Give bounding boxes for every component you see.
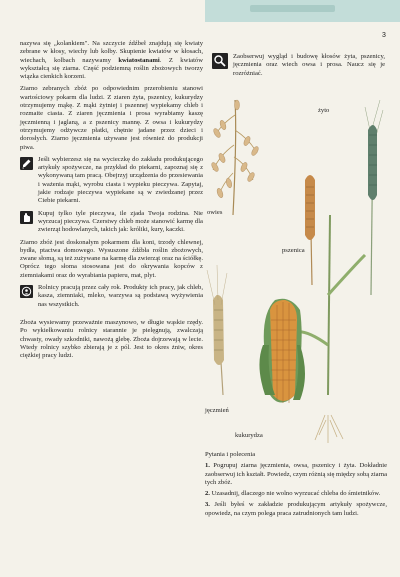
paragraph-pieczywo [20, 210, 203, 235]
wheat-plant-drawing [305, 175, 315, 285]
question-number: 1. [205, 462, 210, 470]
header-ornament [250, 5, 335, 12]
question-item [205, 490, 387, 498]
observe-instruction: Zaobserwuj wygląd i budowę kłosów żyta, pszenicy, jęczmienia oraz wiech owsa i prosa. Naucz się je rozróżniać. [233, 53, 385, 77]
label-kukurydza: kukurydza [235, 432, 263, 439]
paragraph-slome: Ziarno zbóż jest doskonałym pokarmem dla koni, trzody chlewnej, bydła, ptactwa domowego. Wysuszone źdźbła roślin zbożowych, zwane słomą, są też zużywane na karmę dla zwierząt oraz na ściółkę. Oprócz tego słoma stosowana jest do okrywania kopców z ziemniakami oraz do wyrabiania papieru, mat, plyt. [20, 238, 203, 279]
question-item [205, 501, 387, 518]
question-number: 2. [205, 490, 210, 498]
questions-title: Pytania i polecenia [205, 451, 256, 458]
paragraph-zniwa: Zboża wysiewamy przeważnie maszynowo, w długie wąskie rzędy. Po wykiełkowaniu rolnicy starannie je pielęgnują, zwalczają chwasty, owady szkodniki, nawożą glebę. Zboża dojrzewają w lecie. Wtedy rolnicy szybko zbierają je z pól. Jest to okres żniw, okres ciężkiej pracy ludzi. [20, 318, 203, 360]
label-jeczmien: jęczmień [205, 407, 229, 414]
p4-text: Kupuj tylko tyle pieczywa, ile zjada Twoja rodzina. Nie wyrzucaj pieczywa. Czerstwy chleb może stanowić karmę dla zwierząt hodowlanych, takich jak: króliki, kury, kaczki. [38, 209, 203, 234]
label-owies: owies [207, 209, 223, 216]
hand-icon [20, 211, 33, 224]
header-band [205, 0, 400, 22]
label-zyto: żyto [318, 107, 330, 114]
questions-list [205, 462, 387, 518]
left-column [20, 40, 203, 364]
p1-text: nazywa się „kolankiem". Na szczycie źdźbeł znajdują się kwiaty zebrane w kłosy, wiechy lub kolby. Skupienie kwiatów w kłosach, wiechach, kolbach nazywamy [20, 40, 203, 64]
oat-plant-drawing [210, 100, 259, 215]
question-item [205, 462, 387, 487]
p1-bold-term: kwiatostanami [118, 56, 160, 64]
p3-text: Jeśli wybierzesz się na wycieczkę do zakładu produkującego artykuły spożywcze, na przykład do piekarni, zapoznaj się z wykonywaną tam pracą. Obejrzyj urządzenia do przesiewania i ważenia mąki, wyrobu ciasta i wypieku pieczywa. Zapytaj, jakie rodzaje pieczywa wypiekane są w zwiedzanej przez Ciebie piekarni. [38, 155, 203, 205]
pencil-icon [20, 157, 33, 170]
label-pszenica: pszenica [282, 247, 305, 254]
question-text: Pogrupuj ziarna jęczmienia, owsa, pszenicy i żyta. Dokładnie zaobserwuj ich kształt. Powiedz, czym różnią się między sobą ziarna tych zbóż. [205, 462, 387, 486]
questions-section [205, 451, 387, 521]
p6-text: Rolnicy pracują przez cały rok. Produkty ich pracy, jak chleb, kasza, ziemniaki, mleko, warzywa są podstawą wyżywienia nas wszystkich. [38, 284, 203, 308]
maize-plant-drawing [259, 215, 365, 443]
magnifier-icon [212, 53, 228, 69]
paragraph-wycieczka [20, 156, 203, 206]
paragraph-ziarno: Ziarno zebranych zbóż po odpowiednim przerobieniu stanowi wartościowy pokarm dla ludzi. Z ziaren żyta, pszenicy, kukurydzy otrzymujemy mąkę. Z mąki żytniej i pszennej wypiekamy chleb i rozmaite ciasta. Z ziaren jęczmienia i prosa wyrabiamy kaszę jęczmienną i jaglaną, a z pszenicy mannę. Z owsa i kukurydzy otrzymujemy odżywcze płatki, chętnie jadane przez dzieci i dorosłych. Ziarno jęczmienia używane jest również do produkcji piwa. [20, 85, 203, 151]
rye-plant-drawing [365, 100, 383, 295]
question-number: 3. [205, 501, 210, 509]
people-icon [20, 285, 33, 298]
page-number: 3 [382, 32, 386, 39]
paragraph-kwiatostany [20, 40, 203, 81]
paragraph-rolnicy [20, 284, 203, 309]
cereal-illustration [205, 95, 390, 445]
question-text: Uzasadnij, dlaczego nie wolno wyrzucać chleba do śmietników. [209, 490, 381, 498]
barley-plant-drawing [207, 265, 227, 395]
question-text: Jeśli byłeś w zakładzie produkującym artykuły spożywcze, opowiedz, na czym polega praca zatrudnionych tam ludzi. [205, 501, 387, 517]
cereal-plants-drawing [205, 95, 390, 445]
p1-rest: . Z kwiatów wykształcą się ziarna. Część podziemną roślin zbożowych tworzy wiązka cienkich korzeni. [20, 56, 203, 81]
